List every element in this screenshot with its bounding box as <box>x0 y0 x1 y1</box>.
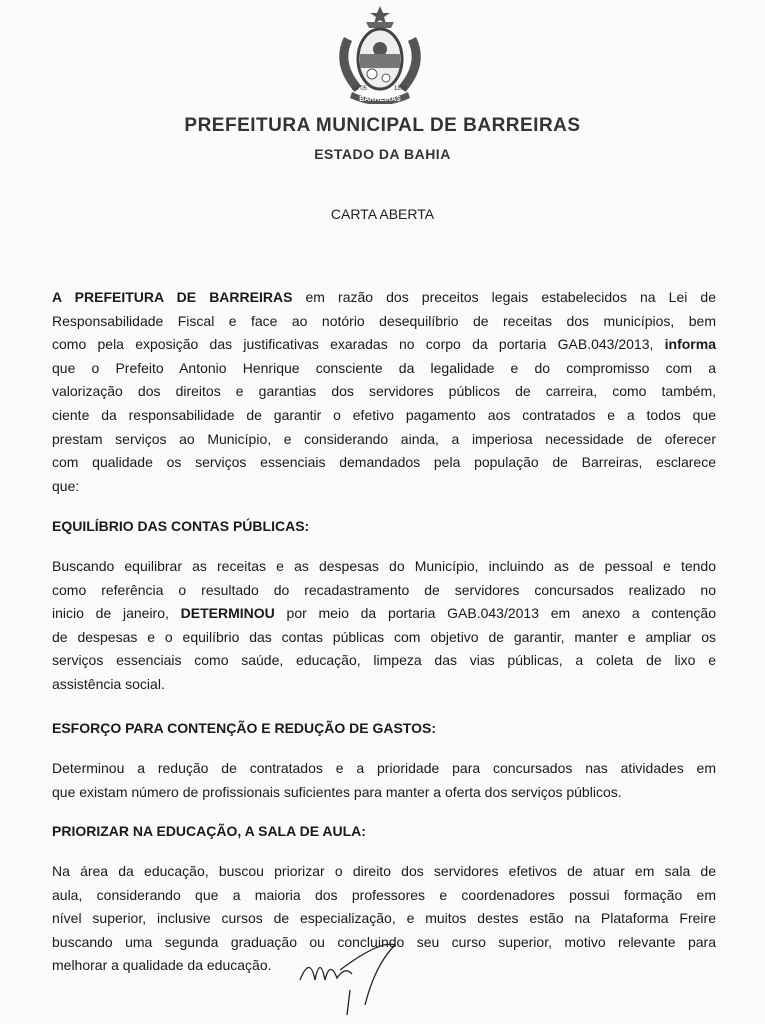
paragraph <box>52 757 716 804</box>
text: como referência o resultado do recadastramento de servidores concursados realizado no <box>52 581 716 598</box>
seal-year: 1891 <box>394 86 408 92</box>
text: ciente da responsabilidade de garantir o efetivo pagamento aos contratados e a todos que <box>52 406 716 423</box>
text: Responsabilidade Fiscal e face ao notório desequilíbrio de receitas dos municípios, bem <box>52 312 716 329</box>
text-line <box>52 451 716 475</box>
text: aula, considerando que a maioria dos professores e coordenadores possui formação em <box>52 886 716 903</box>
paragraph <box>52 555 716 697</box>
text-line <box>52 380 716 404</box>
section-heading: EQUILÍBRIO DAS CONTAS PÚBLICAS: <box>52 518 310 534</box>
text-line <box>52 781 716 805</box>
text: melhorar a qualidade da educação. <box>52 957 272 974</box>
text-line <box>52 673 716 697</box>
seal-date: 24 05 <box>352 86 368 92</box>
text: Buscando equilibrar as receitas e as despesas do Município, incluindo as de pessoal e tendo <box>52 558 716 574</box>
page-subtitle: ESTADO DA BAHIA <box>314 146 451 162</box>
bold-text: A PREFEITURA DE BARREIRAS <box>52 289 293 305</box>
text: que o Prefeito Antonio Henrique consciente da legalidade e do compromisso com a <box>52 359 716 376</box>
text: Determinou a redução de contratados e a prioridade para concursados nas atividades em <box>52 760 716 776</box>
page-title: PREFEITURA MUNICIPAL DE BARREIRAS <box>184 115 581 136</box>
text: buscando uma segunda graduação ou concluindo seu curso superior, motivo relevante para <box>52 933 716 950</box>
text-line <box>52 626 716 650</box>
text-line <box>52 860 716 884</box>
text: de despesas e o equilíbrio das contas públicas com objetivo de garantir, manter e ampliar os <box>52 628 716 645</box>
text-line <box>52 357 716 381</box>
text: prestam serviços ao Município, e considerando ainda, a imperiosa necessidade de oferecer <box>52 430 716 447</box>
seal-name: BARREIRAS <box>359 96 401 103</box>
bold-text: DETERMINOU <box>180 605 275 622</box>
text-line <box>52 404 716 428</box>
text-line <box>52 649 716 673</box>
text: serviços essenciais como saúde, educação, limpeza das vias públicas, a coleta de lixo e <box>52 652 716 669</box>
text-line <box>52 310 716 334</box>
text: Na área da educação, buscou priorizar o direito dos servidores efetivos de atuar em sala de <box>52 863 716 879</box>
municipal-coat-of-arms <box>330 4 430 104</box>
text-line <box>52 579 716 603</box>
bold-text: informa <box>664 336 716 353</box>
text-line <box>52 286 716 310</box>
text: assistência social. <box>52 675 165 692</box>
text: como pela exposição das justificativas exaradas no corpo da portaria GAB.043/2013, <box>52 336 665 353</box>
text-line <box>52 475 716 499</box>
text: em razão dos preceitos legais estabelecidos na Lei de <box>292 289 716 305</box>
text-line <box>52 333 716 357</box>
text: valorização dos direitos e garantias dos servidores públicos de carreira, como também, <box>52 383 716 400</box>
text: que existam número de profissionais suficientes para manter a oferta dos serviços públicos. <box>52 783 622 800</box>
text-line <box>52 555 716 579</box>
paragraph <box>52 286 716 498</box>
text: com qualidade os serviços essenciais demandados pela população de Barreiras, esclarece <box>52 454 716 471</box>
text-line <box>52 884 716 908</box>
section-heading: PRIORIZAR NA EDUCAÇÃO, A SALA DE AULA: <box>52 823 366 839</box>
text: nível superior, inclusive cursos de especialização, e muitos destes estão na Plataforma Freire <box>52 910 716 927</box>
handwritten-signature <box>280 940 420 1020</box>
text-line <box>52 907 716 931</box>
section-heading: ESFORÇO PARA CONTENÇÃO E REDUÇÃO DE GASTOS: <box>52 720 436 736</box>
text: por meio da portaria GAB.043/2013 em anexo a contenção <box>274 605 716 622</box>
document-title: CARTA ABERTA <box>330 206 435 222</box>
text-line <box>52 428 716 452</box>
text: inicio de janeiro, <box>52 605 181 622</box>
text-line <box>52 757 716 781</box>
text: que: <box>52 477 80 494</box>
text-line <box>52 602 716 626</box>
